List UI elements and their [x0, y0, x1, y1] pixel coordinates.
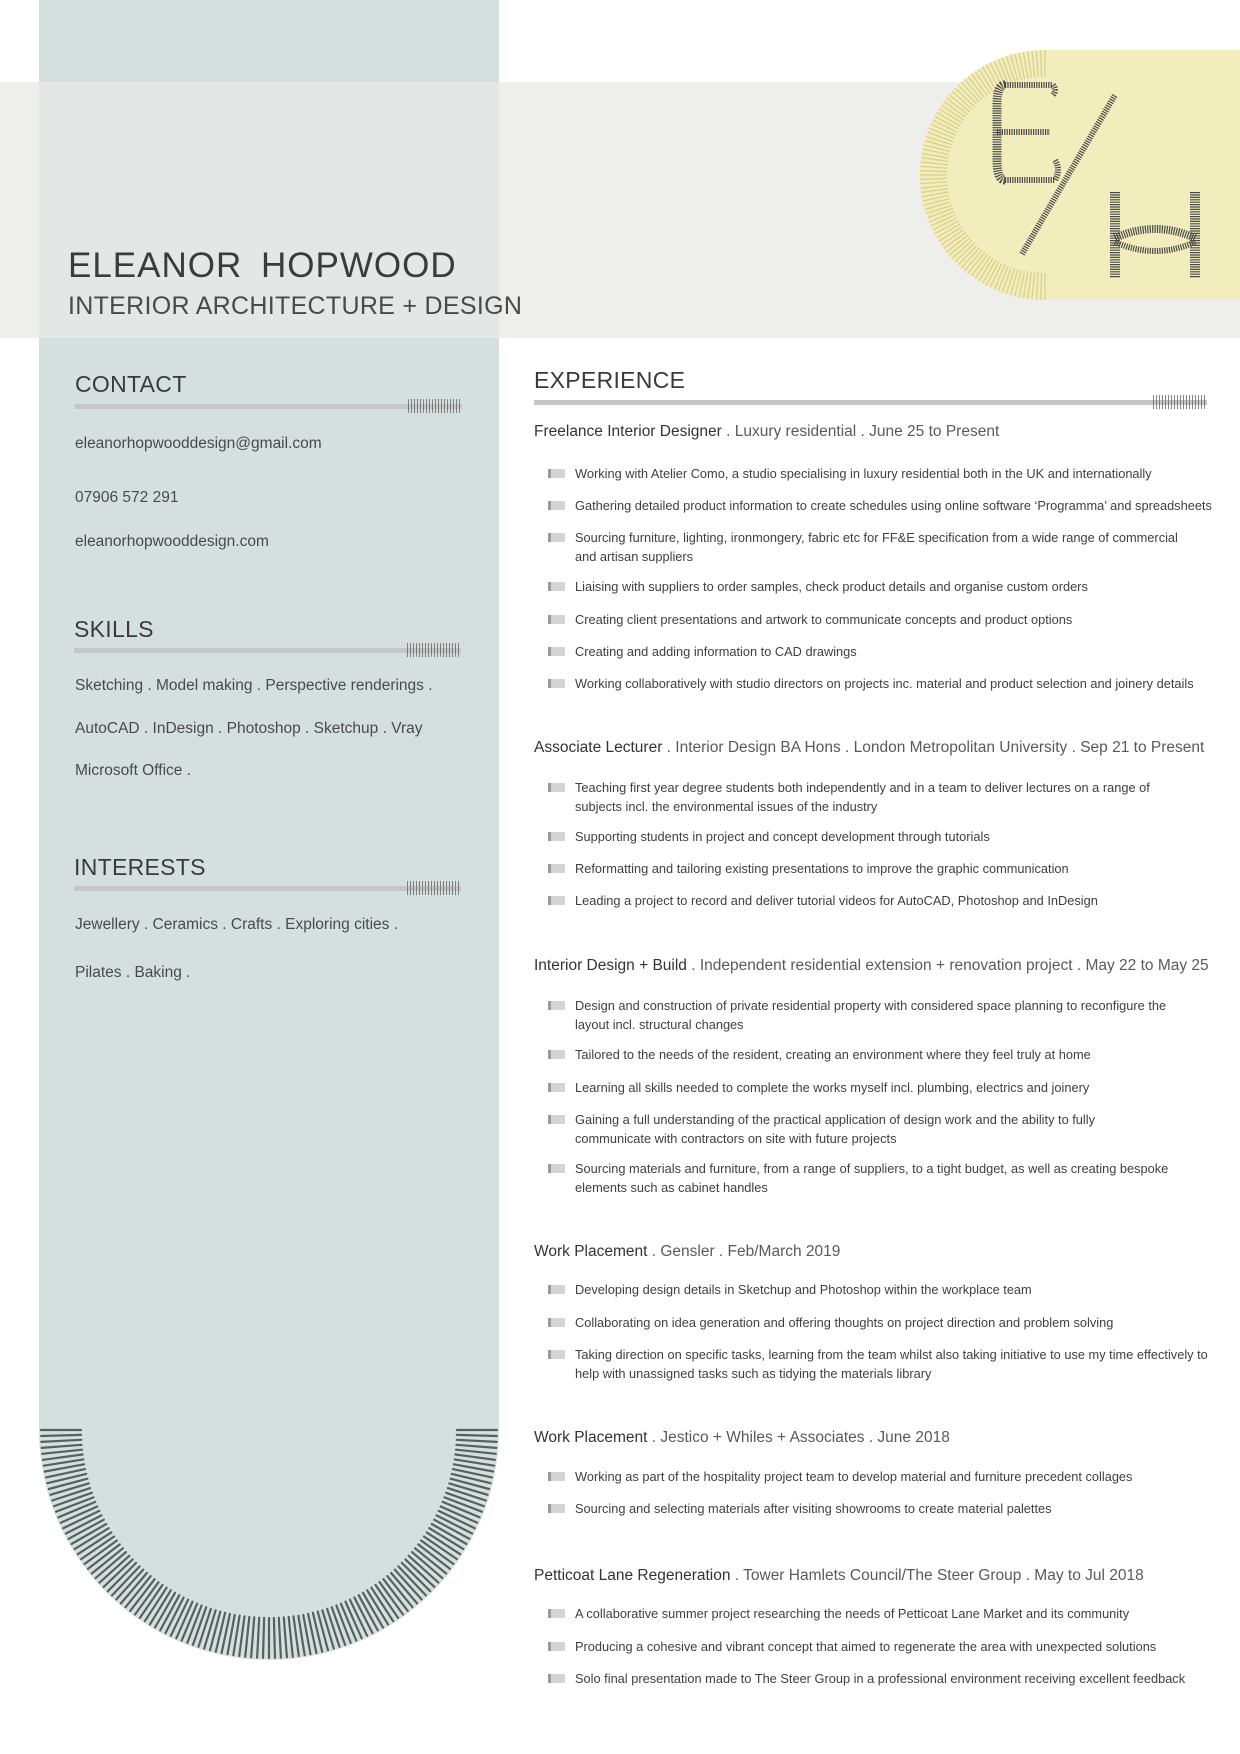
bullet-icon: [548, 647, 565, 656]
bullet-icon: [548, 1285, 565, 1294]
job-bullet: Tailored to the needs of the resident, creating an environment where they feel truly at home: [548, 1045, 1213, 1064]
job-role: Freelance Interior Designer: [534, 423, 722, 440]
job-detail: . Tower Hamlets Council/The Steer Group . May to Jul 2018: [730, 1567, 1144, 1584]
contact-divider: [75, 404, 462, 409]
interests-divider: [74, 886, 461, 891]
job-bullet: Creating client presentations and artwork to communicate concepts and product options: [548, 610, 1213, 629]
experience-heading: EXPERIENCE: [534, 367, 686, 393]
job-bullet: Liaising with suppliers to order samples, check product details and organise custom orders: [548, 577, 1213, 596]
job-bullet: Working with Atelier Como, a studio specialising in luxury residential both in the UK and internationally: [548, 464, 1213, 483]
job-bullet: A collaborative summer project researching the needs of Petticoat Lane Market and its community: [548, 1604, 1213, 1623]
bullet-icon: [548, 1609, 565, 1618]
job-bullet: Learning all skills needed to complete the works myself incl. plumbing, electrics and joinery: [548, 1078, 1213, 1097]
job-bullet: Leading a project to record and deliver tutorial videos for AutoCAD, Photoshop and InDesign: [548, 891, 1213, 910]
monogram-logo: [905, 50, 1240, 310]
job-title: [534, 1243, 840, 1261]
bullet-icon: [548, 533, 565, 542]
job-bullet: Taking direction on specific tasks, learning from the team whilst also taking initiative to use my time effectively to help with unassigned tasks such as tidying the materials library: [548, 1345, 1213, 1383]
job-bullet: Developing design details in Sketchup and Photoshop within the workplace team: [548, 1280, 1213, 1299]
bullet-icon: [548, 783, 565, 792]
job-title: [534, 1429, 950, 1447]
job-title: [534, 739, 1204, 757]
divider-hatch-icon: [1153, 395, 1207, 409]
bullet-icon: [548, 1504, 565, 1513]
job-role: Interior Design + Build: [534, 957, 687, 974]
skills-line: AutoCAD . InDesign . Photoshop . Sketchup . Vray: [75, 720, 423, 737]
experience-divider: [534, 400, 1207, 405]
interests-line: Pilates . Baking .: [75, 964, 191, 981]
bullet-icon: [548, 1001, 565, 1010]
job-detail: . Luxury residential . June 25 to Present: [721, 423, 1000, 440]
job-title: [534, 423, 999, 441]
contact-phone[interactable]: 07906 572 291: [75, 489, 179, 506]
job-bullet: Collaborating on idea generation and offering thoughts on project direction and problem solving: [548, 1313, 1213, 1332]
person-title: INTERIOR ARCHITECTURE + DESIGN: [68, 292, 523, 320]
bullet-icon: [548, 864, 565, 873]
bullet-icon: [548, 469, 565, 478]
bullet-icon: [548, 679, 565, 688]
contact-email[interactable]: eleanorhopwooddesign@gmail.com: [75, 435, 322, 452]
job-bullet: Sourcing materials and furniture, from a range of suppliers, to a tight budget, as well as creating bespoke elements such as cabinet handles: [548, 1159, 1188, 1197]
bullet-icon: [548, 1083, 565, 1092]
job-title: [534, 1567, 1144, 1585]
bullet-icon: [548, 896, 565, 905]
bullet-icon: [548, 501, 565, 510]
bullet-icon: [548, 1164, 565, 1173]
bullet-icon: [548, 1050, 565, 1059]
job-bullet: Teaching first year degree students both independently and in a team to deliver lectures on a range of subjects incl. the environmental issues of the industry: [548, 778, 1183, 816]
person-name: ELEANOR HOPWOOD: [68, 246, 457, 285]
bullet-icon: [548, 1115, 565, 1124]
job-bullet: Creating and adding information to CAD drawings: [548, 642, 1213, 661]
job-bullet: Reformatting and tailoring existing presentations to improve the graphic communication: [548, 859, 1213, 878]
job-detail: . Jestico + Whiles + Associates . June 2018: [647, 1429, 950, 1446]
job-bullet: Gaining a full understanding of the practical application of design work and the ability to fully communicate with contractors on site with future projects: [548, 1110, 1148, 1148]
skills-line: Sketching . Model making . Perspective renderings .: [75, 677, 433, 694]
skills-heading: SKILLS: [74, 616, 154, 642]
bullet-icon: [548, 1674, 565, 1683]
bullet-icon: [548, 832, 565, 841]
job-bullet: Supporting students in project and concept development through tutorials: [548, 827, 1213, 846]
divider-hatch-icon: [407, 881, 461, 895]
job-bullet: Sourcing furniture, lighting, ironmongery, fabric etc for FF&E specification from a wide range of commercial and artisan suppliers: [548, 528, 1188, 566]
divider-hatch-icon: [407, 643, 461, 657]
job-detail: . Independent residential extension + renovation project . May 22 to May 25: [686, 957, 1209, 974]
job-role: Work Placement: [534, 1429, 648, 1446]
bullet-icon: [548, 615, 565, 624]
contact-website[interactable]: eleanorhopwooddesign.com: [75, 533, 269, 550]
bullet-icon: [548, 1642, 565, 1651]
job-bullet: Gathering detailed product information to create schedules using online software ‘Programma’ and spreadsheets: [548, 496, 1213, 515]
sidebar-arch-ornament: [39, 1425, 499, 1665]
bullet-icon: [548, 1472, 565, 1481]
bullet-icon: [548, 582, 565, 591]
skills-divider: [74, 648, 461, 653]
job-role: Associate Lecturer: [534, 739, 663, 756]
job-detail: . Gensler . Feb/March 2019: [647, 1243, 841, 1260]
job-bullet: Producing a cohesive and vibrant concept that aimed to regenerate the area with unexpected solutions: [548, 1637, 1213, 1656]
job-role: Petticoat Lane Regeneration: [534, 1567, 731, 1584]
bullet-icon: [548, 1318, 565, 1327]
skills-line: Microsoft Office .: [75, 762, 191, 779]
job-detail: . Interior Design BA Hons . London Metropolitan University . Sep 21 to Present: [662, 739, 1205, 756]
job-bullet: Sourcing and selecting materials after visiting showrooms to create material palettes: [548, 1499, 1213, 1518]
job-bullet: Design and construction of private residential property with considered space planning to reconfigure the layout incl. structural changes: [548, 996, 1183, 1034]
interests-heading: INTERESTS: [74, 854, 206, 880]
contact-heading: CONTACT: [75, 371, 187, 397]
interests-line: Jewellery . Ceramics . Crafts . Exploring cities .: [75, 916, 399, 933]
job-title: [534, 957, 1209, 975]
job-bullet: Solo final presentation made to The Steer Group in a professional environment receiving excellent feedback: [548, 1669, 1213, 1688]
job-role: Work Placement: [534, 1243, 648, 1260]
bullet-icon: [548, 1350, 565, 1359]
job-bullet: Working as part of the hospitality project team to develop material and furniture precedent collages: [548, 1467, 1213, 1486]
job-bullet: Working collaboratively with studio directors on projects inc. material and product selection and joinery details: [548, 674, 1213, 693]
divider-hatch-icon: [408, 399, 462, 413]
